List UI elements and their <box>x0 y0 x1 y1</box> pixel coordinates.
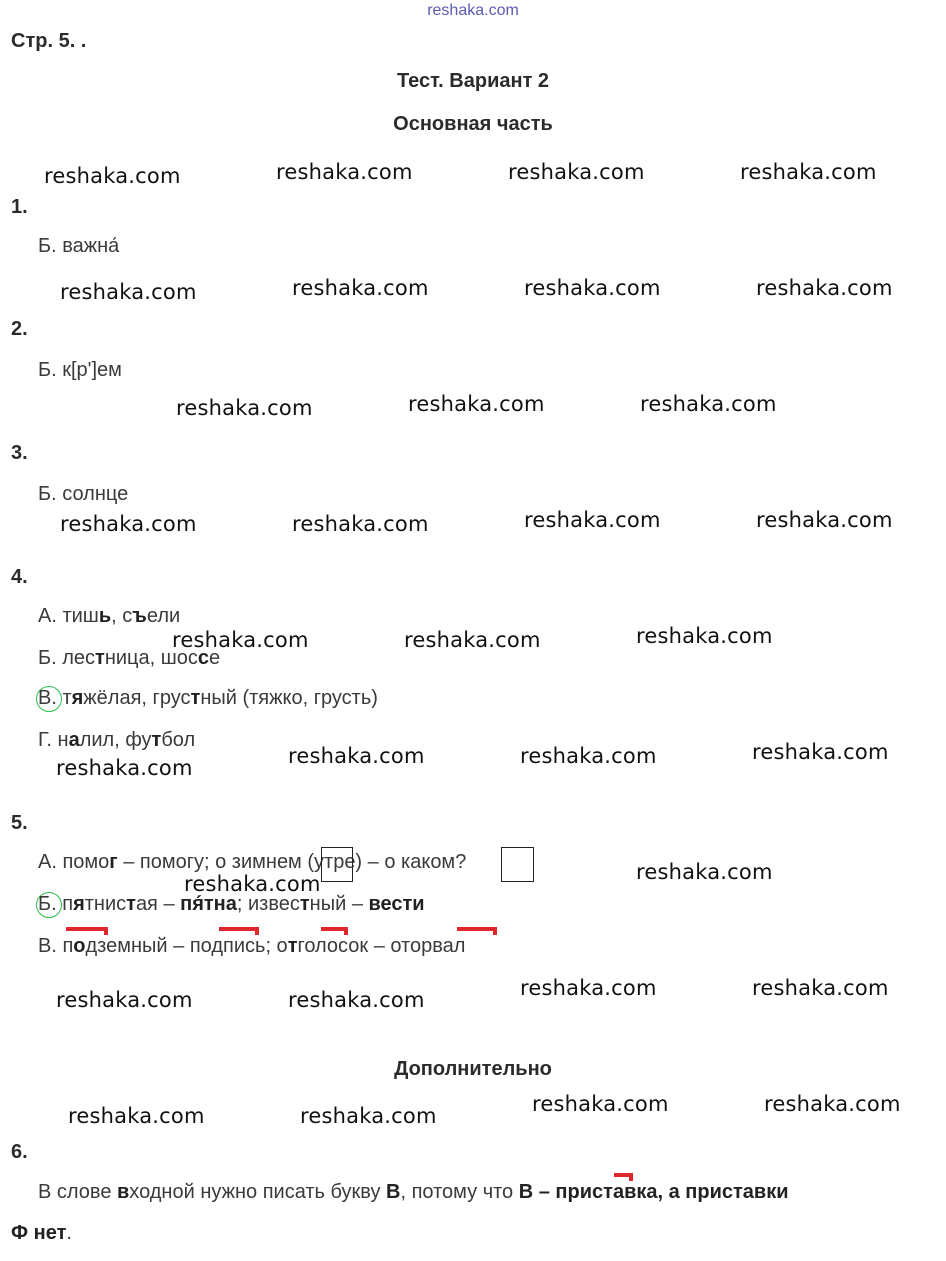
ending-box-frame <box>501 847 534 882</box>
watermark: reshaka.com <box>508 160 645 184</box>
watermark: reshaka.com <box>292 512 429 536</box>
prefix-mark <box>614 1173 633 1181</box>
ending-box-frame <box>321 847 353 882</box>
question-5-number: 5. <box>11 812 28 834</box>
prefix-mark <box>321 927 348 935</box>
test-title: Тест. Вариант 2 <box>396 70 550 92</box>
question-1-number: 1. <box>11 196 28 218</box>
watermark: reshaka.com <box>520 976 657 1000</box>
watermark: reshaka.com <box>636 624 773 648</box>
question-2-answer: Б. к[р']ем <box>38 359 122 381</box>
watermark: reshaka.com <box>532 1092 669 1116</box>
question-6-number: 6. <box>11 1141 28 1163</box>
watermark: reshaka.com <box>184 872 321 896</box>
watermark: reshaka.com <box>288 988 425 1012</box>
watermark: reshaka.com <box>68 1104 205 1128</box>
watermark: reshaka.com <box>756 276 893 300</box>
watermark: reshaka.com <box>300 1104 437 1128</box>
watermark: reshaka.com <box>176 396 313 420</box>
watermark: reshaka.com <box>56 756 193 780</box>
watermark: reshaka.com <box>756 508 893 532</box>
question-6-answer-line2: Ф нет. <box>11 1222 72 1244</box>
section-main-heading: Основная часть <box>393 113 553 135</box>
watermark: reshaka.com <box>740 160 877 184</box>
page-reference: Стр. 5. . <box>11 30 87 52</box>
watermark: reshaka.com <box>752 976 889 1000</box>
prefix-mark <box>219 927 259 935</box>
watermark: reshaka.com <box>404 628 541 652</box>
question-2-number: 2. <box>11 318 28 340</box>
question-4-option-c: В. тяжёлая, грустный (тяжко, грусть) <box>38 687 378 709</box>
watermark: reshaka.com <box>752 740 889 764</box>
ending-box: ом <box>430 851 456 873</box>
question-5-option-a: А. помог – помогу; о зимнем (утре) – о каком? <box>38 851 467 873</box>
section-extra-heading: Дополнительно <box>394 1058 552 1080</box>
prefix-mark <box>66 927 108 935</box>
watermark: reshaka.com <box>276 160 413 184</box>
question-4-option-a: А. тишь, съели <box>38 605 181 627</box>
ending-box: ем <box>276 851 302 873</box>
question-3-number: 3. <box>11 442 28 464</box>
watermark: reshaka.com <box>172 628 309 652</box>
site-url[interactable]: reshaka.com <box>427 2 519 19</box>
watermark: reshaka.com <box>520 744 657 768</box>
question-5-option-b: Б. пятнистая – пя́тна; известный – вести <box>38 893 425 915</box>
watermark: reshaka.com <box>292 276 429 300</box>
watermark: reshaka.com <box>44 164 181 188</box>
watermark: reshaka.com <box>640 392 777 416</box>
question-4-option-b: Б. лестница, шоссе <box>38 647 221 669</box>
watermark: reshaka.com <box>288 744 425 768</box>
question-5-option-c: В. подземный – подпись; отголосок – оторвал <box>38 935 466 957</box>
prefix-mark <box>457 927 497 935</box>
question-1-answer: Б. важна́ <box>38 235 120 257</box>
watermark: reshaka.com <box>60 512 197 536</box>
watermark: reshaka.com <box>56 988 193 1012</box>
watermark: reshaka.com <box>636 860 773 884</box>
question-4-number: 4. <box>11 566 28 588</box>
watermark: reshaka.com <box>60 280 197 304</box>
watermark: reshaka.com <box>764 1092 901 1116</box>
question-6-answer-line1: В слове входной нужно писать букву В, потому что В – приставка, а приставки <box>38 1181 789 1203</box>
watermark: reshaka.com <box>524 508 661 532</box>
question-4-option-d: Г. налил, футбол <box>38 729 196 751</box>
watermark: reshaka.com <box>524 276 661 300</box>
watermark: reshaka.com <box>408 392 545 416</box>
question-3-answer: Б. солнце <box>38 483 129 505</box>
